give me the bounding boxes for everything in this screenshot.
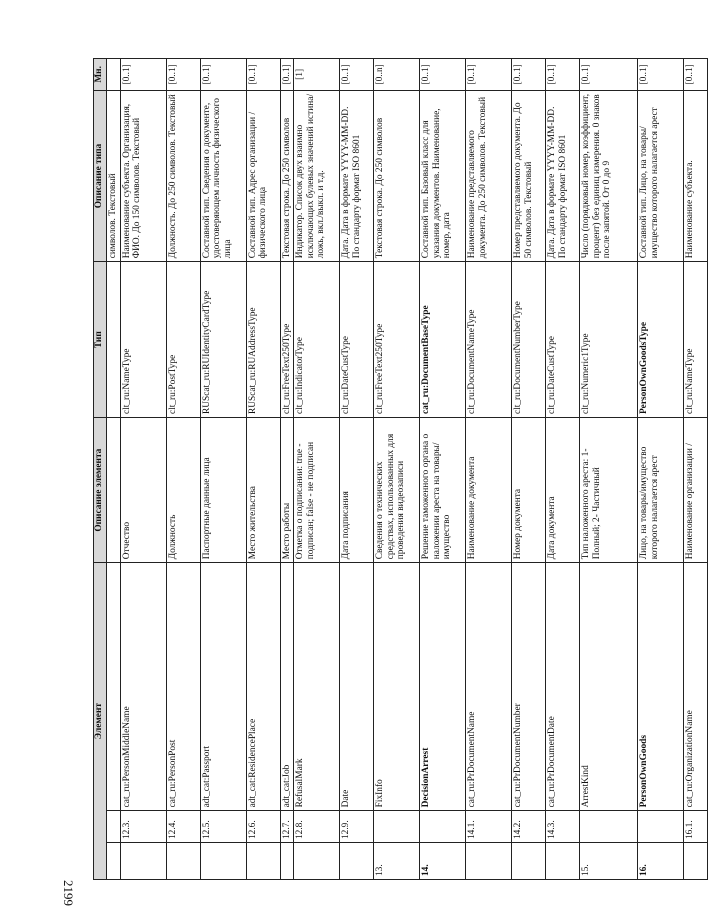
row-type-desc: Число (порядковый номер, коэффициент, процент) без единиц измерения. 0 знаков после запятой. От 0 до 9 bbox=[580, 90, 638, 262]
row-type-desc: Индикатор. Список двух взаимно исключающих булевых значений истина/ложь, вкл./выкл. и т.д. bbox=[294, 90, 340, 262]
row-type-desc: Наименование субъекта. bbox=[684, 90, 708, 262]
row-multiplicity: [0..1] bbox=[684, 59, 708, 91]
row-element-desc: Должность bbox=[166, 418, 200, 563]
row-multiplicity: [0..1] bbox=[120, 59, 166, 91]
row-type-desc: Составной тип. Адрес организации / физического лица bbox=[246, 90, 280, 262]
row-element bbox=[107, 563, 121, 811]
row-type: cat_ru:DocumentBaseType bbox=[420, 262, 466, 418]
row-type-desc: Дата. Дата в формате YYYY-MM-DD. По стандарту формат ISO 8601 bbox=[546, 90, 580, 262]
row-multiplicity: [0..1] bbox=[546, 59, 580, 91]
row-multiplicity: [0..1] bbox=[638, 59, 684, 91]
row-index: 15. bbox=[580, 843, 638, 880]
row-index bbox=[166, 843, 200, 880]
row-element-desc: Место работы bbox=[280, 418, 294, 563]
row-multiplicity: [0..1] bbox=[512, 59, 546, 91]
row-subnumber bbox=[638, 811, 684, 843]
row-element: cat_ru:PrDocumentName bbox=[466, 563, 512, 811]
row-element: cat_ru:PrDocumentNumber bbox=[512, 563, 546, 811]
row-element: ArrestKind bbox=[580, 563, 638, 811]
table-row bbox=[512, 59, 546, 880]
row-subnumber: 12.4. bbox=[166, 811, 200, 843]
row-element: FixInfo bbox=[374, 563, 420, 811]
table-row bbox=[580, 59, 638, 880]
row-type bbox=[107, 262, 121, 418]
row-element-desc: Паспортные данные лица bbox=[200, 418, 246, 563]
row-subnumber: 12.7. bbox=[280, 811, 294, 843]
row-index: 13. bbox=[374, 843, 420, 880]
row-multiplicity: [0..1] bbox=[420, 59, 466, 91]
row-multiplicity: [0..1] bbox=[200, 59, 246, 91]
row-subnumber bbox=[374, 811, 420, 843]
row-element: cat_ru:OrganizationName bbox=[684, 563, 708, 811]
row-type-desc: Составной тип. Базовый класс для указания документов. Наименование, номер, дата bbox=[420, 90, 466, 262]
header-element: Элемент bbox=[94, 563, 107, 880]
row-element-desc: Дата подписания bbox=[340, 418, 374, 563]
row-index bbox=[200, 843, 246, 880]
table-row bbox=[638, 59, 684, 880]
row-type-desc: Номер представляемого документа. До 50 символов. Текстовый bbox=[512, 90, 546, 262]
row-type: clt_ru:NameType bbox=[684, 262, 708, 418]
table-row bbox=[107, 59, 121, 880]
row-multiplicity: [0..1] bbox=[246, 59, 280, 91]
row-subnumber: 12.5. bbox=[200, 811, 246, 843]
row-element-desc: Номер документа bbox=[512, 418, 546, 563]
row-type: clt_ru:DateCustType bbox=[546, 262, 580, 418]
row-type-desc: Дата. Дата в формате YYYY-MM-DD. По стандарту формат ISO 8601 bbox=[340, 90, 374, 262]
row-type: clt_ru:PostType bbox=[166, 262, 200, 418]
row-type: clt_ru:FreeText250Type bbox=[374, 262, 420, 418]
row-element-desc: Лицо, на товары/имущество которого налагается арест bbox=[638, 418, 684, 563]
row-type: clt_ru:NameType bbox=[120, 262, 166, 418]
row-multiplicity: [0..1] bbox=[466, 59, 512, 91]
table-row bbox=[374, 59, 420, 880]
row-type-desc: Составной тип. Сведения о документе, удостоверяющем личность физического лица bbox=[200, 90, 246, 262]
row-element-desc: Наименование документа bbox=[466, 418, 512, 563]
row-element-desc: Тип наложенного ареста: 1- Полный; 2- Частичный bbox=[580, 418, 638, 563]
table-row bbox=[294, 59, 340, 880]
row-subnumber: 12.3. bbox=[120, 811, 166, 843]
row-subnumber: 12.8. bbox=[294, 811, 340, 843]
row-subnumber bbox=[420, 811, 466, 843]
row-index bbox=[466, 843, 512, 880]
row-index bbox=[107, 843, 121, 880]
row-type-desc: Наименование субъекта. Организация, ФИО. До 150 символов. Текстовый bbox=[120, 90, 166, 262]
row-type: clt_ru:DocumentNameType bbox=[466, 262, 512, 418]
row-index bbox=[294, 843, 340, 880]
row-index bbox=[546, 843, 580, 880]
row-subnumber: 16.1. bbox=[684, 811, 708, 843]
row-type: clt_ru:DateCustType bbox=[340, 262, 374, 418]
row-multiplicity: [0..1] bbox=[580, 59, 638, 91]
row-type: clt_ru:Numeric1Type bbox=[580, 262, 638, 418]
table-row bbox=[466, 59, 512, 880]
table-body bbox=[107, 59, 708, 880]
row-type: PersonOwnGoodsType bbox=[638, 262, 684, 418]
header-type-desc: Описание типа bbox=[94, 90, 107, 262]
row-type: RUScat_ru:RUIdentityCardType bbox=[200, 262, 246, 418]
row-element-desc bbox=[107, 418, 121, 563]
row-element: DecisionArrest bbox=[420, 563, 466, 811]
row-multiplicity bbox=[107, 59, 121, 91]
row-index bbox=[246, 843, 280, 880]
row-element-desc: Дата документа bbox=[546, 418, 580, 563]
row-multiplicity: [0..n] bbox=[374, 59, 420, 91]
header-mult: Мн. bbox=[94, 59, 107, 91]
row-element-desc: Отчество bbox=[120, 418, 166, 563]
rotated-table-container bbox=[93, 58, 708, 880]
row-element-desc: Решение таможенного органа о наложении ареста на товары/имущество bbox=[420, 418, 466, 563]
row-multiplicity: [0..1] bbox=[340, 59, 374, 91]
table-header-row bbox=[94, 59, 107, 880]
table-row bbox=[684, 59, 708, 880]
table-row bbox=[166, 59, 200, 880]
row-index bbox=[684, 843, 708, 880]
row-subnumber bbox=[580, 811, 638, 843]
row-element: cat_ru:PersonMiddleName bbox=[120, 563, 166, 811]
row-subnumber: 14.3. bbox=[546, 811, 580, 843]
row-type-desc: Текстовая строка. До 250 символов bbox=[280, 90, 294, 262]
row-element: PersonOwnGoods bbox=[638, 563, 684, 811]
row-index bbox=[340, 843, 374, 880]
row-element: cat_ru:PrDocumentDate bbox=[546, 563, 580, 811]
header-element-desc: Описание элемента bbox=[94, 418, 107, 563]
row-type: clt_ru:FreeText250Type bbox=[280, 262, 294, 418]
table-row bbox=[546, 59, 580, 880]
row-type: clt_ru:IndicatorType bbox=[294, 262, 340, 418]
row-index bbox=[512, 843, 546, 880]
table-row bbox=[420, 59, 466, 880]
row-subnumber bbox=[107, 811, 121, 843]
row-type-desc: Должность. До 250 символов. Текстовый bbox=[166, 90, 200, 262]
row-index bbox=[280, 843, 294, 880]
row-multiplicity: [1] bbox=[294, 59, 340, 91]
header-type: Тип bbox=[94, 262, 107, 418]
row-element: adt_cat:ResidencePlace bbox=[246, 563, 280, 811]
row-subnumber: 14.1. bbox=[466, 811, 512, 843]
table-row bbox=[200, 59, 246, 880]
row-element-desc: Место жительства bbox=[246, 418, 280, 563]
row-subnumber: 12.6. bbox=[246, 811, 280, 843]
spec-table bbox=[93, 58, 708, 880]
row-element: adt_cat:Job bbox=[280, 563, 294, 811]
table-row bbox=[280, 59, 294, 880]
row-element: adt_cat:Passport bbox=[200, 563, 246, 811]
table-row bbox=[340, 59, 374, 880]
table-row bbox=[246, 59, 280, 880]
row-multiplicity: [0..1] bbox=[166, 59, 200, 91]
table-row bbox=[120, 59, 166, 880]
row-type: RUScat_ru:RUAddressType bbox=[246, 262, 280, 418]
row-element-desc: Сведения о технических средствах, использованных для проведения видеозаписи bbox=[374, 418, 420, 563]
row-multiplicity: [0..1] bbox=[280, 59, 294, 91]
row-element: Date bbox=[340, 563, 374, 811]
row-element: RefusalMark bbox=[294, 563, 340, 811]
row-element-desc: Наименование организации / bbox=[684, 418, 708, 563]
row-index: 14. bbox=[420, 843, 466, 880]
row-type: clt_ru:DocumentNumberType bbox=[512, 262, 546, 418]
row-type-desc: Составной тип. Лицо, на товары/имущество которого налагается арест bbox=[638, 90, 684, 262]
row-subnumber: 14.2. bbox=[512, 811, 546, 843]
row-type-desc: символов. Текстовый bbox=[107, 90, 121, 262]
row-type-desc: Наименование представляемого документа. До 250 символов. Текстовый bbox=[466, 90, 512, 262]
row-index: 16. bbox=[638, 843, 684, 880]
page-number: 2199 bbox=[61, 880, 76, 906]
row-element: cat_ru:PersonPost bbox=[166, 563, 200, 811]
row-element-desc: Отметка о подписании: true - подписан; false - не подписан bbox=[294, 418, 340, 563]
row-type-desc: Текстовая строка. До 250 символов bbox=[374, 90, 420, 262]
row-index bbox=[120, 843, 166, 880]
row-subnumber: 12.9. bbox=[340, 811, 374, 843]
